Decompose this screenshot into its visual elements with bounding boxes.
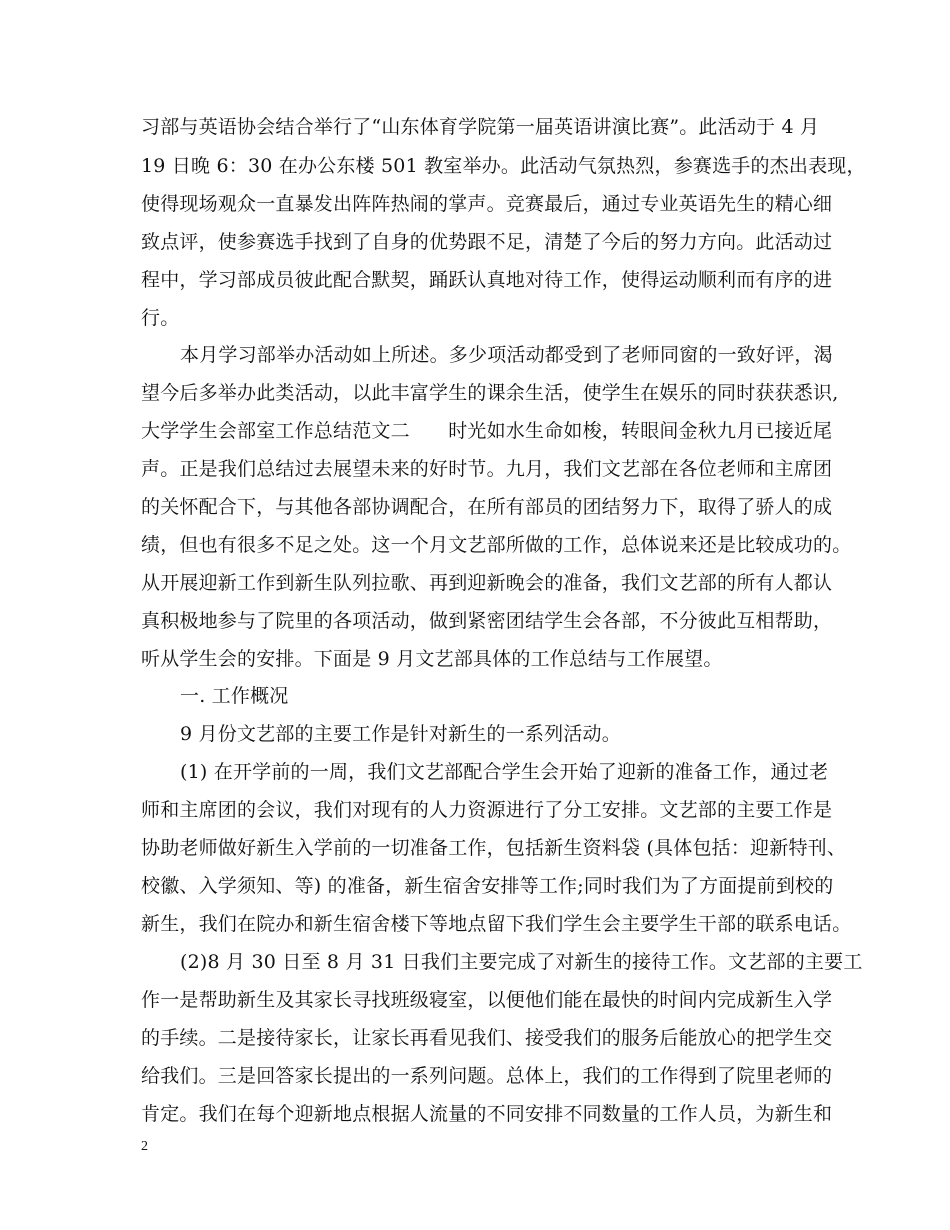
page-number: 2	[141, 1139, 148, 1154]
body-line: 大学学生会部室工作总结范文二 时光如水生命如梭，转眼间金秋九月已接近尾	[141, 420, 833, 442]
paragraph-start-line: (1) 在开学前的一周，我们文艺部配合学生会开始了迎新的准备工作，通过老	[180, 761, 829, 783]
body-line: 声。正是我们总结过去展望未来的好时节。九月，我们文艺部在各位老师和主席团	[141, 458, 833, 480]
body-line: 肯定。我们在每个迎新地点根据人流量的不同安排不同数量的工作人员，为新生和	[141, 1103, 833, 1125]
body-line: 绩，但也有很多不足之处。这一个月文艺部所做的工作，总体说来还是比较成功的。	[141, 534, 852, 556]
body-line: 望今后多举办此类活动，以此丰富学生的课余生活，使学生在娱乐的同时获获悉识,	[141, 382, 839, 404]
paragraph-start-line: (2)8 月 30 日至 8 月 31 日我们主要完成了对新生的接待工作。文艺部的主要工	[180, 951, 863, 973]
section-heading: 一. 工作概况	[180, 685, 289, 707]
body-line: 协助老师做好新生入学前的一切准备工作，包括新生资料袋 (具体包括：迎新特刊、	[141, 837, 847, 859]
body-line: 校徽、入学须知、等) 的准备，新生宿舍安排等工作;同时我们为了方面提前到校的	[141, 875, 834, 897]
body-line: 行。	[141, 307, 180, 329]
body-line: 真积极地参与了院里的各项活动，做到紧密团结学生会各部，不分彼此互相帮助，	[141, 610, 833, 632]
body-line: 师和主席团的会议，我们对现有的人力资源进行了分工安排。文艺部的主要工作是	[141, 799, 833, 821]
body-line: 从开展迎新工作到新生队列拉歌、再到迎新晚会的准备，我们文艺部的所有人都认	[141, 572, 833, 594]
body-line: 使得现场观众一直暴发出阵阵热闹的掌声。竞赛最后，通过专业英语先生的精心细	[141, 193, 833, 215]
body-line: 的手续。二是接待家长，让家长再看见我们、接受我们的服务后能放心的把学生交	[141, 1027, 833, 1049]
paragraph-start-line: 9 月份文艺部的主要工作是针对新生的一系列活动。	[180, 723, 621, 745]
body-line: 程中，学习部成员彼此配合默契，踊跃认真地对待工作，使得运动顺利而有序的进	[141, 269, 833, 291]
body-line: 19 日晚 6：30 在办公东楼 501 教室举办。此活动气氛热烈，参赛选手的杰出表现，	[141, 155, 866, 177]
paragraph-start-line: 本月学习部举办活动如上所述。多少项活动都受到了老师同窗的一致好评，渴	[180, 344, 833, 366]
body-line: 致点评，使参赛选手找到了自身的优势跟不足，清楚了今后的努力方向。此活动过	[141, 231, 833, 253]
body-line: 的关怀配合下，与其他各部协调配合，在所有部员的团结努力下，取得了骄人的成	[141, 496, 833, 518]
body-line: 习部与英语协会结合举行了“山东体育学院第一届英语讲演比赛”。此活动于 4 月	[141, 116, 820, 138]
body-line: 作一是帮助新生及其家长寻找班级寝室，以便他们能在最快的时间内完成新生入学	[141, 989, 833, 1011]
body-line: 给我们。三是回答家长提出的一系列问题。总体上，我们的工作得到了院里老师的	[141, 1065, 833, 1087]
body-line: 新生，我们在院办和新生宿舍楼下等地点留下我们学生会主要学生干部的联系电话。	[141, 913, 852, 935]
body-line: 听从学生会的安排。下面是 9 月文艺部具体的工作总结与工作展望。	[141, 648, 723, 670]
